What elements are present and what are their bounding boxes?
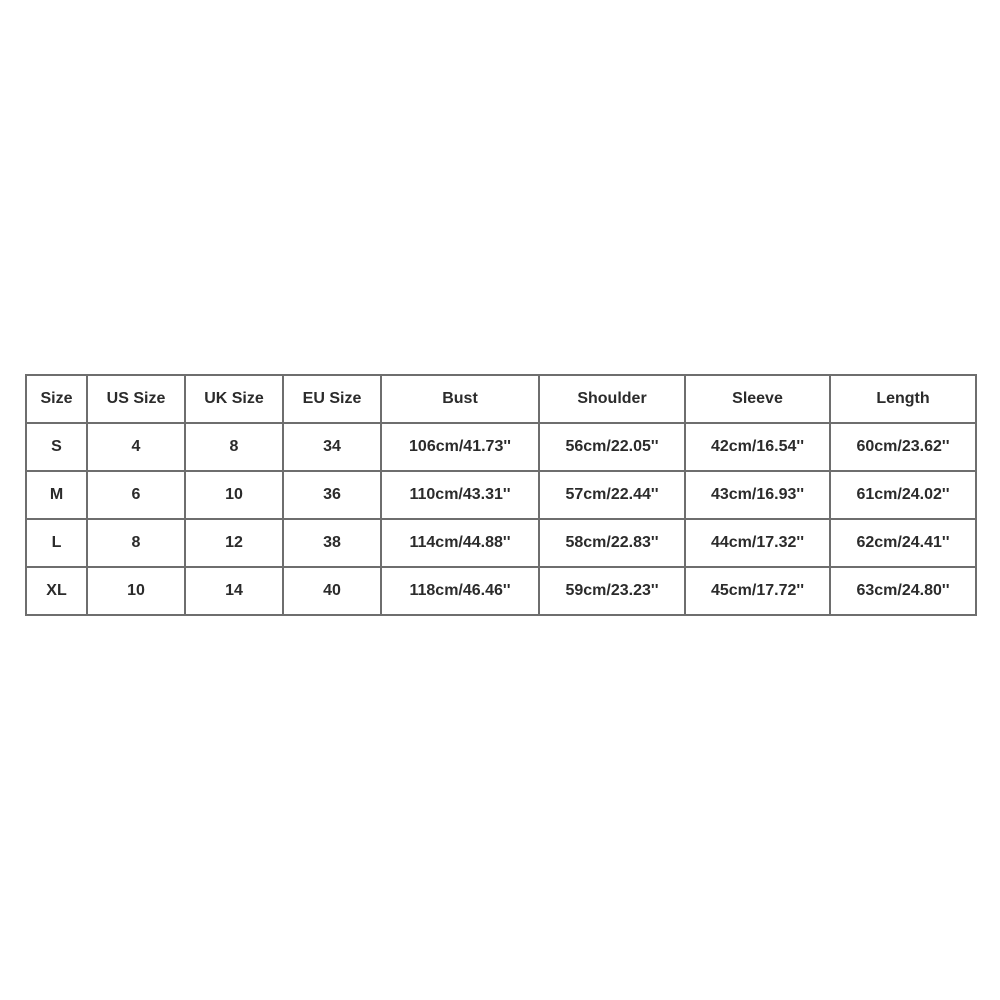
cell-sleeve: 42cm/16.54'' xyxy=(685,423,830,471)
cell-sleeve: 45cm/17.72'' xyxy=(685,567,830,615)
cell-sleeve: 43cm/16.93'' xyxy=(685,471,830,519)
header-bust: Bust xyxy=(381,375,539,423)
header-size: Size xyxy=(26,375,87,423)
cell-uk-size: 14 xyxy=(185,567,283,615)
cell-eu-size: 38 xyxy=(283,519,381,567)
cell-length: 62cm/24.41'' xyxy=(830,519,976,567)
table-row xyxy=(26,567,976,615)
cell-bust: 118cm/46.46'' xyxy=(381,567,539,615)
table-row xyxy=(26,471,976,519)
cell-us-size: 8 xyxy=(87,519,185,567)
cell-size: S xyxy=(26,423,87,471)
cell-shoulder: 57cm/22.44'' xyxy=(539,471,685,519)
cell-shoulder: 59cm/23.23'' xyxy=(539,567,685,615)
cell-eu-size: 40 xyxy=(283,567,381,615)
cell-eu-size: 34 xyxy=(283,423,381,471)
cell-eu-size: 36 xyxy=(283,471,381,519)
cell-us-size: 6 xyxy=(87,471,185,519)
cell-uk-size: 12 xyxy=(185,519,283,567)
cell-sleeve: 44cm/17.32'' xyxy=(685,519,830,567)
table-row xyxy=(26,519,976,567)
cell-bust: 110cm/43.31'' xyxy=(381,471,539,519)
header-uk-size: UK Size xyxy=(185,375,283,423)
table-header-row xyxy=(26,375,976,423)
cell-shoulder: 58cm/22.83'' xyxy=(539,519,685,567)
size-chart-table xyxy=(25,374,977,616)
cell-us-size: 10 xyxy=(87,567,185,615)
cell-length: 61cm/24.02'' xyxy=(830,471,976,519)
cell-bust: 106cm/41.73'' xyxy=(381,423,539,471)
cell-uk-size: 10 xyxy=(185,471,283,519)
cell-us-size: 4 xyxy=(87,423,185,471)
cell-length: 60cm/23.62'' xyxy=(830,423,976,471)
header-shoulder: Shoulder xyxy=(539,375,685,423)
cell-size: L xyxy=(26,519,87,567)
header-length: Length xyxy=(830,375,976,423)
cell-shoulder: 56cm/22.05'' xyxy=(539,423,685,471)
cell-size: M xyxy=(26,471,87,519)
header-sleeve: Sleeve xyxy=(685,375,830,423)
header-eu-size: EU Size xyxy=(283,375,381,423)
table-row xyxy=(26,423,976,471)
cell-length: 63cm/24.80'' xyxy=(830,567,976,615)
cell-uk-size: 8 xyxy=(185,423,283,471)
cell-bust: 114cm/44.88'' xyxy=(381,519,539,567)
header-us-size: US Size xyxy=(87,375,185,423)
cell-size: XL xyxy=(26,567,87,615)
